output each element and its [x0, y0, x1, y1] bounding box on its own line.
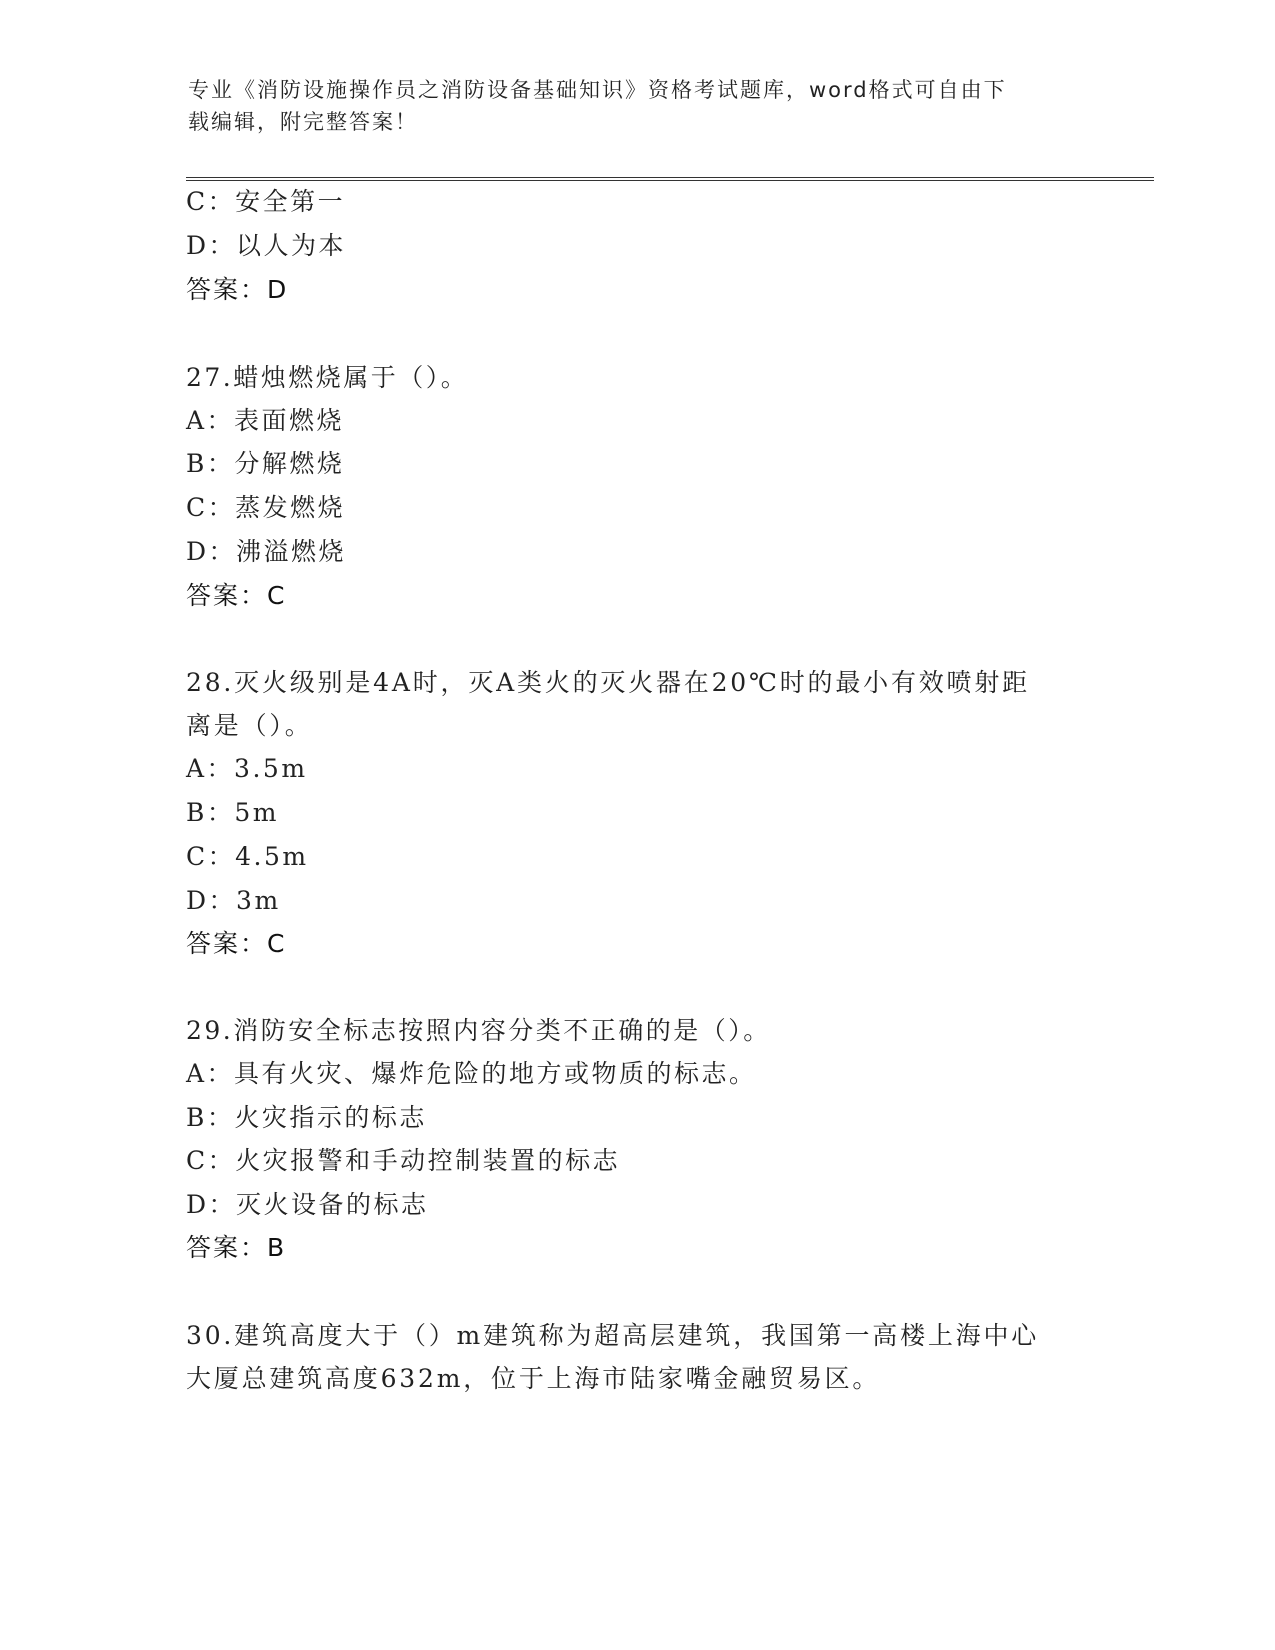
option-c: C：4.5m — [186, 842, 309, 871]
option-a: A：具有火灾、爆炸危险的地方或物质的标志。 — [186, 1059, 757, 1088]
option-d: D：沸溢燃烧 — [186, 537, 347, 566]
option-c: C：火灾报警和手动控制装置的标志 — [186, 1146, 621, 1175]
option-b: B：5m — [186, 798, 279, 827]
answer: 答案：C — [186, 581, 287, 610]
option-c: C：安全第一 — [186, 187, 346, 216]
question-stem: 27.蜡烛燃烧属于（）。 — [186, 363, 469, 392]
question-stem: 29.消防安全标志按照内容分类不正确的是（）。 — [186, 1016, 771, 1045]
question-stem: 28.灭火级别是4A时，灭A类火的灭火器在20℃时的最小有效喷射距 — [186, 668, 1030, 697]
option-c: C：蒸发燃烧 — [186, 493, 346, 522]
page-header — [188, 74, 1068, 138]
option-b: B：火灾指示的标志 — [186, 1103, 427, 1132]
question-stem: 30.建筑高度大于（）m建筑称为超高层建筑，我国第一高楼上海中心 — [186, 1321, 1040, 1350]
option-a: A：表面燃烧 — [186, 406, 345, 435]
answer: 答案：C — [186, 929, 287, 958]
question-stem-continued: 离是（）。 — [186, 711, 313, 740]
option-d: D：以人为本 — [186, 231, 347, 260]
question-stem-continued: 大厦总建筑高度632m，位于上海市陆家嘴金融贸易区。 — [186, 1364, 881, 1393]
answer: 答案：B — [186, 1233, 287, 1262]
header-divider — [186, 177, 1154, 181]
option-d: D：灭火设备的标志 — [186, 1190, 429, 1219]
option-a: A：3.5m — [186, 754, 308, 783]
header-line-1: 专业《消防设施操作员之消防设备基础知识》资格考试题库，word格式可自由下 — [188, 78, 1007, 102]
header-line-2: 载编辑，附完整答案！ — [188, 110, 418, 134]
option-b: B：分解燃烧 — [186, 449, 345, 478]
answer: 答案：D — [186, 275, 289, 304]
option-d: D：3m — [186, 886, 281, 915]
